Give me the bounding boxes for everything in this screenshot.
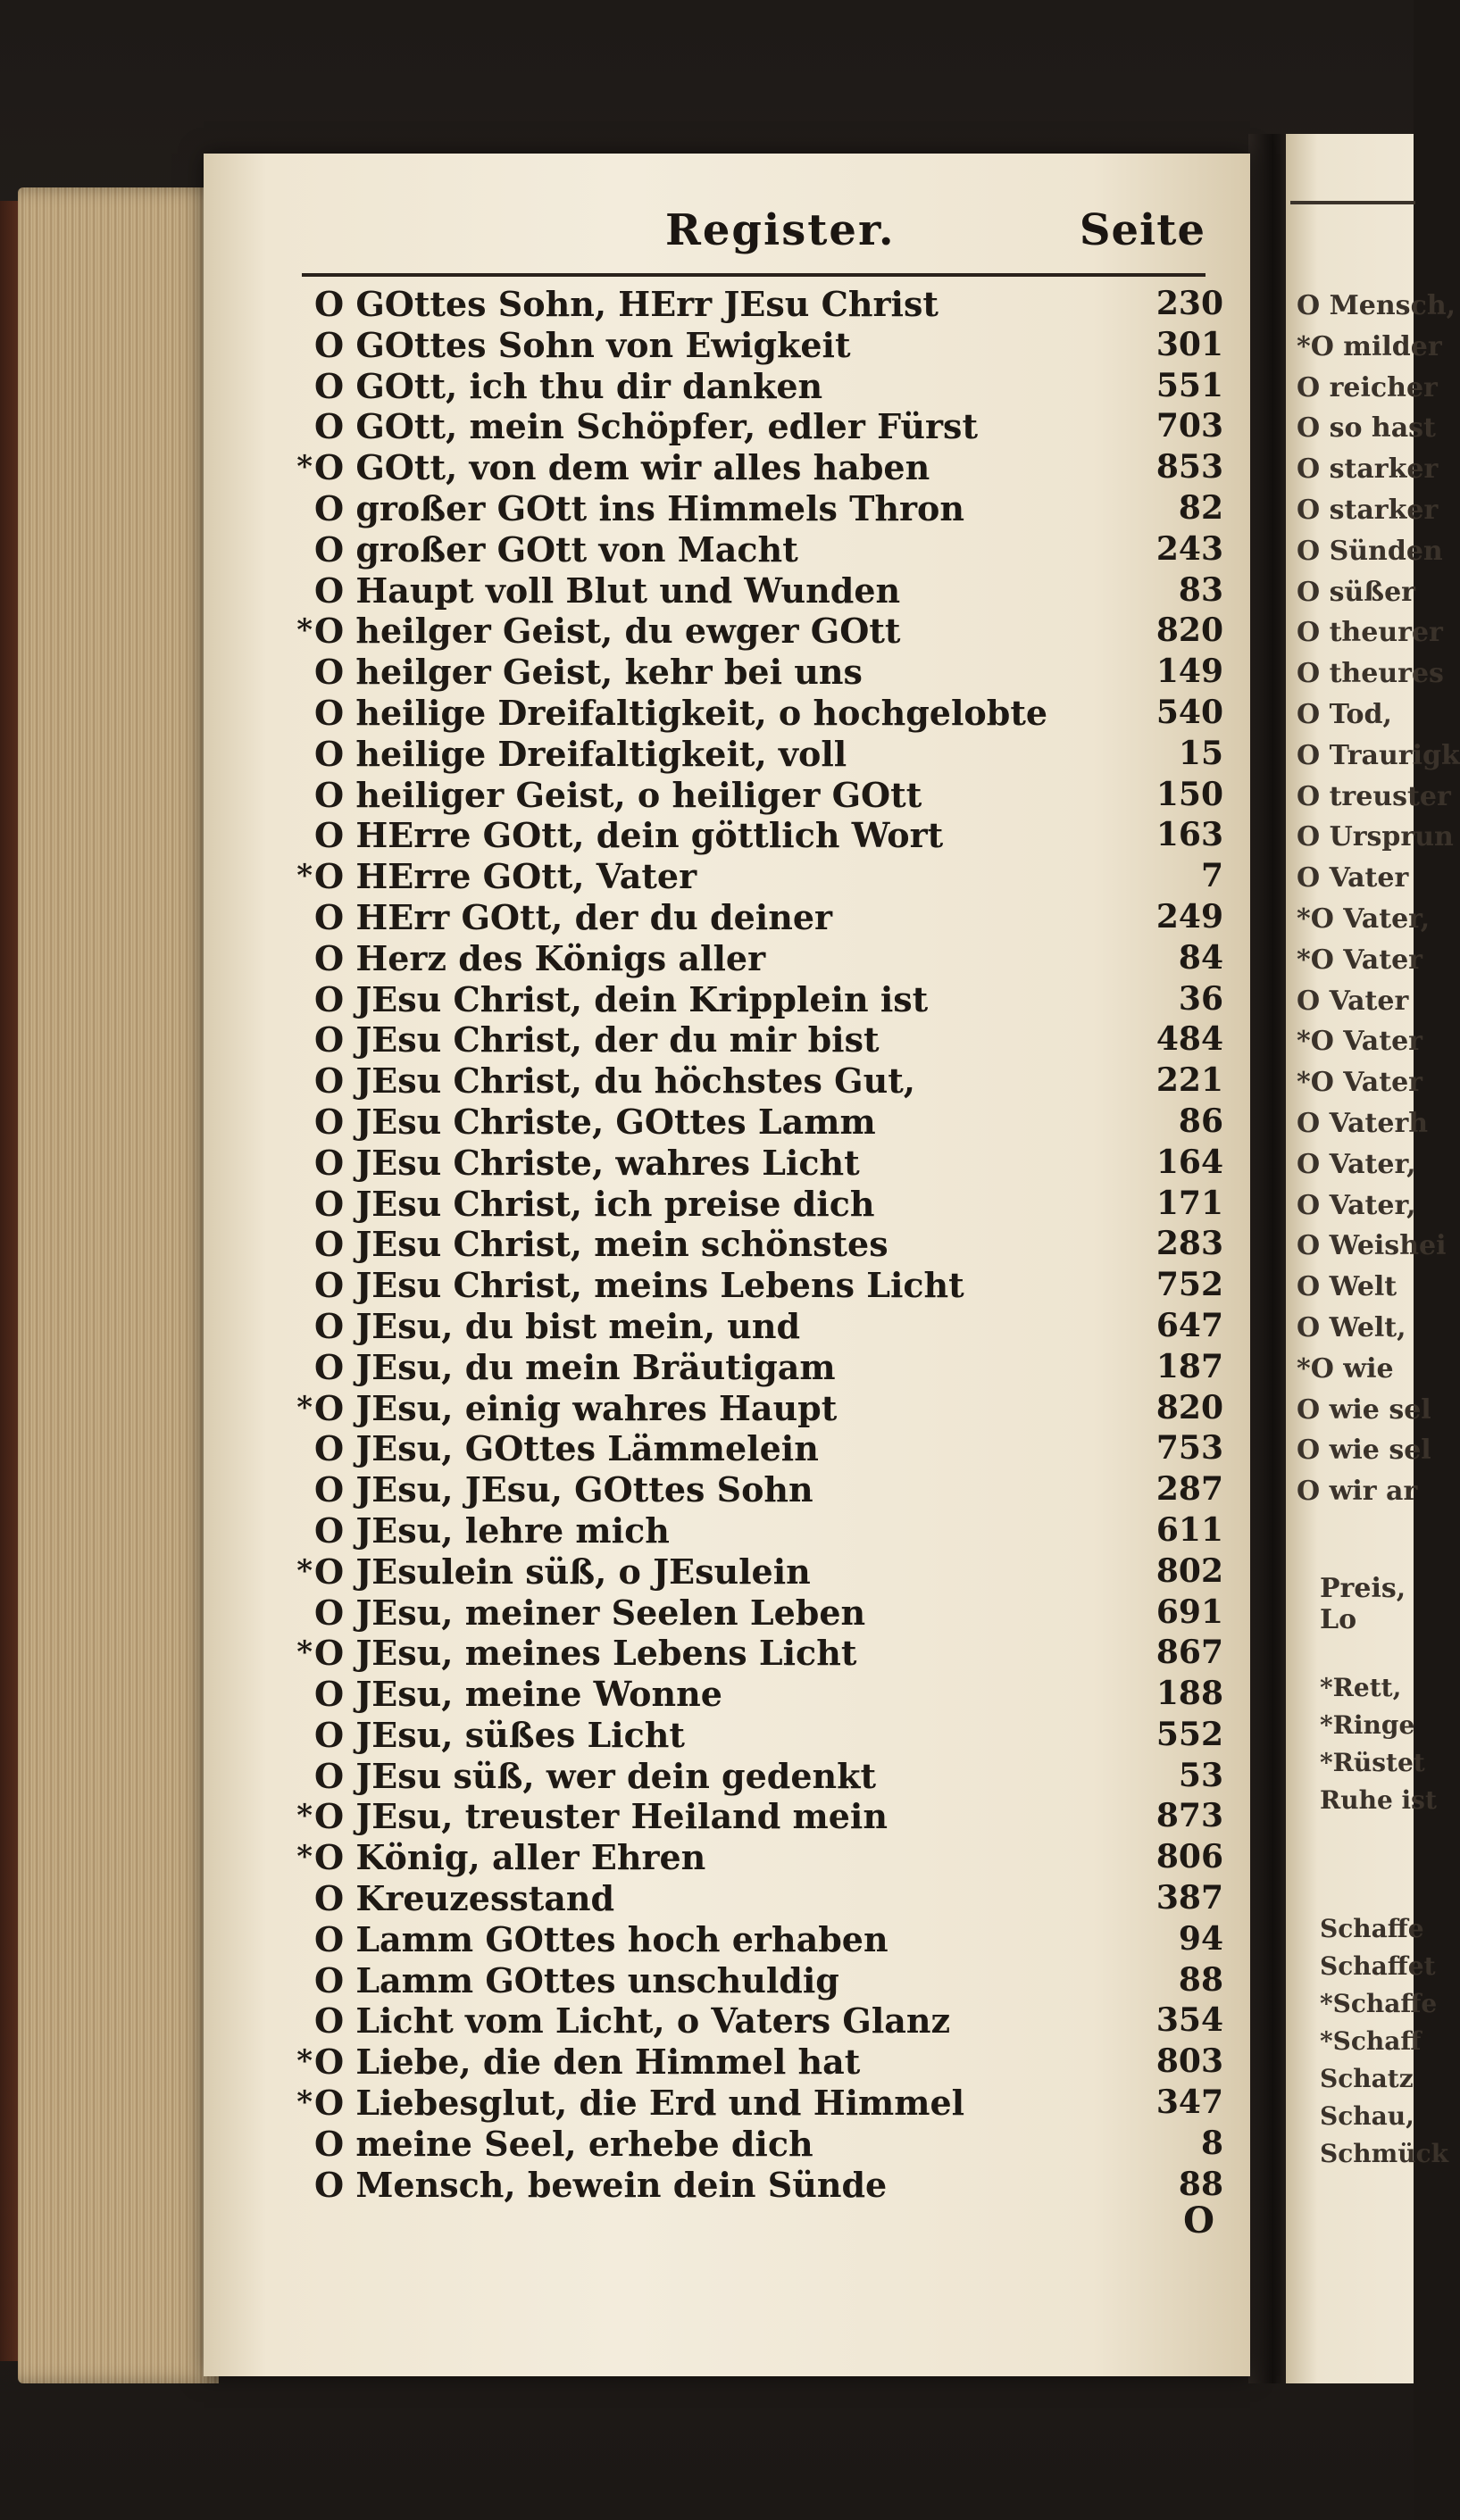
register-entry	[295, 1593, 1223, 1634]
entry-title: O JEsu Christ, ich preise dich	[314, 1183, 875, 1224]
entry-page: 803	[1155, 2042, 1223, 2081]
register-entry	[295, 938, 1223, 979]
next-page-entry: O Vaterh	[1297, 1107, 1429, 1139]
entry-title: O JEsu, GOttes Lämmelein	[314, 1428, 819, 1469]
entry-page: 283	[1155, 1225, 1223, 1263]
register-entry	[295, 1960, 1223, 2001]
header-rule	[302, 273, 1206, 277]
entry-title: O GOtt, von dem wir alles haben	[314, 447, 930, 488]
entry-title: O HErr GOtt, der du deiner	[314, 896, 833, 937]
entry-star: *	[296, 1552, 313, 1589]
entry-title: O meine Seel, erhebe dich	[314, 2123, 813, 2164]
register-entry	[295, 2083, 1223, 2124]
register-entry	[295, 1019, 1223, 1060]
page-column-label: Seite	[1079, 205, 1206, 255]
register-entry	[295, 570, 1223, 611]
entry-page: 853	[1155, 448, 1223, 487]
entry-page: 164	[1155, 1143, 1223, 1181]
entry-page: 820	[1155, 1388, 1223, 1426]
register-entry	[295, 1347, 1223, 1388]
register-entry	[295, 1143, 1223, 1184]
register-entry	[295, 1510, 1223, 1551]
next-page-section: Preis, Lo	[1320, 1573, 1406, 1635]
next-page-entry: O Vater,	[1297, 1189, 1416, 1221]
next-page-entry: *O wie	[1297, 1352, 1394, 1385]
next-page-entry: *O Vater	[1297, 944, 1422, 976]
entry-title: O heilger Geist, du ewger GOtt	[314, 611, 901, 652]
register-entry	[295, 1674, 1223, 1715]
entry-page: 88	[1178, 2165, 1223, 2203]
entry-page: 820	[1155, 611, 1223, 650]
entry-page: 8	[1200, 2124, 1223, 2162]
entry-title: O Mensch, bewein dein Sünde	[314, 2164, 888, 2205]
next-page-entry: *O Vater	[1297, 1067, 1422, 1099]
register-entry	[295, 447, 1223, 488]
entry-page: 551	[1155, 366, 1223, 404]
entry-page: 806	[1155, 1838, 1223, 1876]
entry-page: 753	[1155, 1429, 1223, 1468]
next-page-entry: O Traurigk	[1297, 739, 1460, 771]
next-page-entry: O Ursprun	[1297, 821, 1454, 853]
register-entry	[295, 1469, 1223, 1510]
register-entry	[295, 1633, 1223, 1674]
entry-title: O JEsu süß, wer dein gedenkt	[314, 1755, 877, 1796]
entry-star: *	[296, 449, 313, 486]
entry-title: O JEsu, süßes Licht	[314, 1714, 685, 1755]
register-entry	[295, 611, 1223, 652]
entry-title: O heiliger Geist, o heiliger GOtt	[314, 774, 922, 815]
entry-title: O JEsu, meiner Seelen Leben	[314, 1592, 866, 1633]
register-entry	[295, 1224, 1223, 1265]
entry-page: 611	[1155, 1510, 1223, 1549]
entry-page: 802	[1155, 1551, 1223, 1590]
entry-star: *	[296, 1839, 313, 1875]
entry-page: 7	[1200, 857, 1223, 895]
entry-title: O HErre GOtt, dein göttlich Wort	[314, 815, 944, 856]
entry-star: *	[296, 1798, 313, 1834]
next-page-entry: *Ringe	[1320, 1710, 1415, 1740]
next-page-entry: O Welt,	[1297, 1311, 1406, 1343]
register-entry	[295, 897, 1223, 938]
next-page-entry: Ruhe ist	[1320, 1785, 1437, 1815]
entry-page: 36	[1178, 979, 1223, 1018]
entry-page: 249	[1155, 897, 1223, 936]
register-entry	[295, 406, 1223, 447]
entry-page: 540	[1155, 693, 1223, 731]
entry-title: O JEsulein süß, o JEsulein	[314, 1551, 811, 1592]
next-page-entry: O Sünden	[1297, 535, 1443, 567]
entry-page: 552	[1155, 1715, 1223, 1753]
register-entry	[295, 1796, 1223, 1837]
entry-title: O großer GOtt ins Himmels Thron	[314, 487, 965, 528]
entry-page: 53	[1178, 1756, 1223, 1794]
entry-page: 163	[1155, 816, 1223, 854]
entry-title: O JEsu Christ, dein Kripplein ist	[314, 978, 929, 1019]
next-page-entry: *O milder	[1297, 330, 1442, 362]
entry-title: O Herz des Königs aller	[314, 937, 766, 978]
register-entry	[295, 1102, 1223, 1143]
entry-page: 150	[1155, 775, 1223, 813]
register-entry	[295, 1756, 1223, 1797]
entry-title: O heilige Dreifaltigkeit, voll	[314, 733, 847, 774]
register-entry	[295, 1428, 1223, 1469]
next-page-entry: *O Vater,	[1297, 902, 1431, 935]
entry-page: 94	[1178, 1919, 1223, 1958]
entry-title: O JEsu, meine Wonne	[314, 1674, 722, 1715]
entry-title: O Lamm GOttes unschuldig	[314, 1959, 839, 2000]
next-page-entry: O süßer	[1297, 576, 1415, 608]
entry-page: 149	[1155, 653, 1223, 691]
entry-title: O Liebesglut, die Erd und Himmel	[314, 2083, 965, 2124]
next-page-header-rule	[1290, 201, 1415, 204]
next-page-entry: O Tod,	[1297, 698, 1392, 730]
entry-title: O JEsu, meines Lebens Licht	[314, 1633, 857, 1674]
entry-title: O Kreuzesstand	[314, 1878, 615, 1919]
entry-star: *	[296, 858, 313, 894]
register-entry	[295, 2124, 1223, 2165]
entry-star: *	[296, 1389, 313, 1426]
next-page-entry: Schaffe	[1320, 1914, 1424, 1943]
page-edges	[18, 187, 219, 2383]
register-entry	[295, 652, 1223, 693]
next-page-entry: O theurer	[1297, 617, 1443, 649]
register-entry	[295, 529, 1223, 570]
entry-page: 691	[1155, 1593, 1223, 1631]
entry-title: O JEsu, JEsu, GOttes Sohn	[314, 1469, 813, 1510]
next-page-entry: *Rett,	[1320, 1673, 1402, 1702]
register-entry	[295, 979, 1223, 1020]
entry-title: O JEsu Christ, du höchstes Gut,	[314, 1060, 916, 1102]
entry-page: 171	[1155, 1184, 1223, 1222]
next-page-entry: O Vater	[1297, 985, 1409, 1017]
entry-title: O JEsu, einig wahres Haupt	[314, 1387, 838, 1428]
register-entry	[295, 1388, 1223, 1429]
next-page-entry: O Vater	[1297, 862, 1409, 894]
entry-title: O JEsu Christ, meins Lebens Licht	[314, 1265, 964, 1306]
entry-star: *	[296, 612, 313, 649]
entry-page: 647	[1155, 1306, 1223, 1344]
register-entry	[295, 488, 1223, 529]
next-page-list-r	[1320, 1669, 1437, 1819]
entry-title: O GOttes Sohn, HErr JEsu Christ	[314, 284, 939, 324]
next-page-list	[1297, 286, 1460, 1512]
entry-page: 867	[1155, 1634, 1223, 1672]
entry-page: 188	[1155, 1675, 1223, 1713]
entry-page: 752	[1155, 1266, 1223, 1304]
entry-title: O JEsu Christ, mein schönstes	[314, 1224, 889, 1265]
entry-title: O JEsu, lehre mich	[314, 1510, 670, 1551]
entry-page: 15	[1178, 734, 1223, 772]
next-page-entry: O so hast	[1297, 412, 1436, 445]
register-entry	[295, 284, 1223, 325]
register-entry	[295, 2042, 1223, 2083]
register-entry	[295, 1551, 1223, 1593]
entry-title: O JEsu, du bist mein, und	[314, 1305, 801, 1346]
entry-title: O Liebe, die den Himmel hat	[314, 2042, 861, 2083]
register-entry	[295, 1919, 1223, 1960]
next-page-entry: O Mensch,	[1297, 290, 1456, 321]
entry-page: 82	[1178, 488, 1223, 527]
entry-page: 484	[1155, 1020, 1223, 1059]
register-entry	[295, 1715, 1223, 1756]
next-page-entry: Schaffet	[1320, 1951, 1436, 1981]
next-page-entry: O Vater,	[1297, 1148, 1416, 1180]
entry-title: O JEsu, treuster Heiland mein	[314, 1796, 888, 1837]
catchword: O	[1183, 2200, 1214, 2241]
entry-page: 347	[1155, 2083, 1223, 2122]
register-entry	[295, 1837, 1223, 1878]
register-entry	[295, 1306, 1223, 1347]
next-page-entry: O treuster	[1297, 780, 1451, 812]
register-entry	[295, 1878, 1223, 1919]
next-page-entry: Schatz	[1320, 2064, 1414, 2093]
entry-title: O großer GOtt von Macht	[314, 528, 798, 570]
next-page-entry: O reicher	[1297, 371, 1438, 403]
entry-page: 387	[1155, 1879, 1223, 1917]
entry-title: O GOttes Sohn von Ewigkeit	[314, 324, 851, 365]
next-page-entry: Schau,	[1320, 2101, 1414, 2131]
entry-page: 301	[1155, 325, 1223, 363]
register-entry	[295, 1184, 1223, 1225]
register-entry	[295, 325, 1223, 366]
entry-title: O JEsu, du mein Bräutigam	[314, 1346, 836, 1387]
register-entry	[295, 693, 1223, 734]
next-page-entry: O wie sel	[1297, 1393, 1431, 1426]
entry-page: 703	[1155, 407, 1223, 445]
next-page-entry: O starker	[1297, 453, 1439, 486]
next-page-entry: O theures	[1297, 658, 1444, 690]
next-page-entry: *O Vater	[1297, 1026, 1422, 1058]
entry-page: 86	[1178, 1102, 1223, 1140]
entry-page: 354	[1155, 2001, 1223, 2040]
entry-page: 187	[1155, 1347, 1223, 1385]
entry-star: *	[296, 1634, 313, 1671]
next-page-entry: O Welt	[1297, 1271, 1397, 1303]
entry-title: O heilige Dreifaltigkeit, o hochgelobte	[314, 692, 1048, 733]
entry-page: 230	[1155, 285, 1223, 322]
entry-page: 287	[1155, 1470, 1223, 1509]
next-page-entry: *Rüstet	[1320, 1748, 1425, 1777]
entry-title: O Licht vom Licht, o Vaters Glanz	[314, 2000, 951, 2042]
entry-title: O heilger Geist, kehr bei uns	[314, 652, 863, 693]
register-entry	[295, 856, 1223, 897]
register-entry	[295, 734, 1223, 775]
entry-title: O JEsu Christe, GOttes Lamm	[314, 1101, 876, 1142]
entry-star: *	[296, 2084, 313, 2121]
register-entry	[295, 366, 1223, 407]
entry-title: O GOtt, mein Schöpfer, edler Fürst	[314, 406, 979, 447]
next-page-entry: O wir ar	[1297, 1476, 1418, 1508]
entry-title: O GOtt, ich thu dir danken	[314, 365, 823, 406]
register-list	[295, 284, 1223, 2205]
page-header	[286, 205, 1206, 268]
entry-title: O Lamm GOttes hoch erhaben	[314, 1918, 889, 1959]
register-entry	[295, 815, 1223, 856]
entry-star: *	[296, 2043, 313, 2080]
entry-title: O König, aller Ehren	[314, 1837, 706, 1878]
entry-page: 88	[1178, 1960, 1223, 1999]
register-entry	[295, 1265, 1223, 1306]
entry-title: O JEsu Christe, wahres Licht	[314, 1142, 860, 1183]
entry-page: 221	[1155, 1061, 1223, 1100]
page-title: Register.	[665, 205, 896, 255]
next-page-entry: Schmück	[1320, 2139, 1449, 2168]
entry-page: 83	[1178, 570, 1223, 609]
entry-title: O JEsu Christ, der du mir bist	[314, 1019, 880, 1060]
next-page-entry: O wie sel	[1297, 1435, 1431, 1467]
entry-page: 243	[1155, 529, 1223, 568]
entry-page: 873	[1155, 1797, 1223, 1835]
register-entry	[295, 775, 1223, 816]
next-page-entry: *Schaffe	[1320, 1989, 1438, 2018]
register-entry	[295, 2165, 1223, 2206]
next-page-entry: *Schaff	[1320, 2026, 1422, 2056]
next-page-entry: O starker	[1297, 494, 1439, 526]
entry-title: O Haupt voll Blut und Wunden	[314, 570, 901, 611]
register-entry	[295, 1060, 1223, 1102]
entry-page: 84	[1178, 938, 1223, 977]
next-page-list-s	[1320, 1910, 1448, 2173]
entry-title: O HErre GOtt, Vater	[314, 856, 697, 897]
next-page-entry: O Weishei	[1297, 1230, 1447, 1262]
register-entry	[295, 2000, 1223, 2042]
